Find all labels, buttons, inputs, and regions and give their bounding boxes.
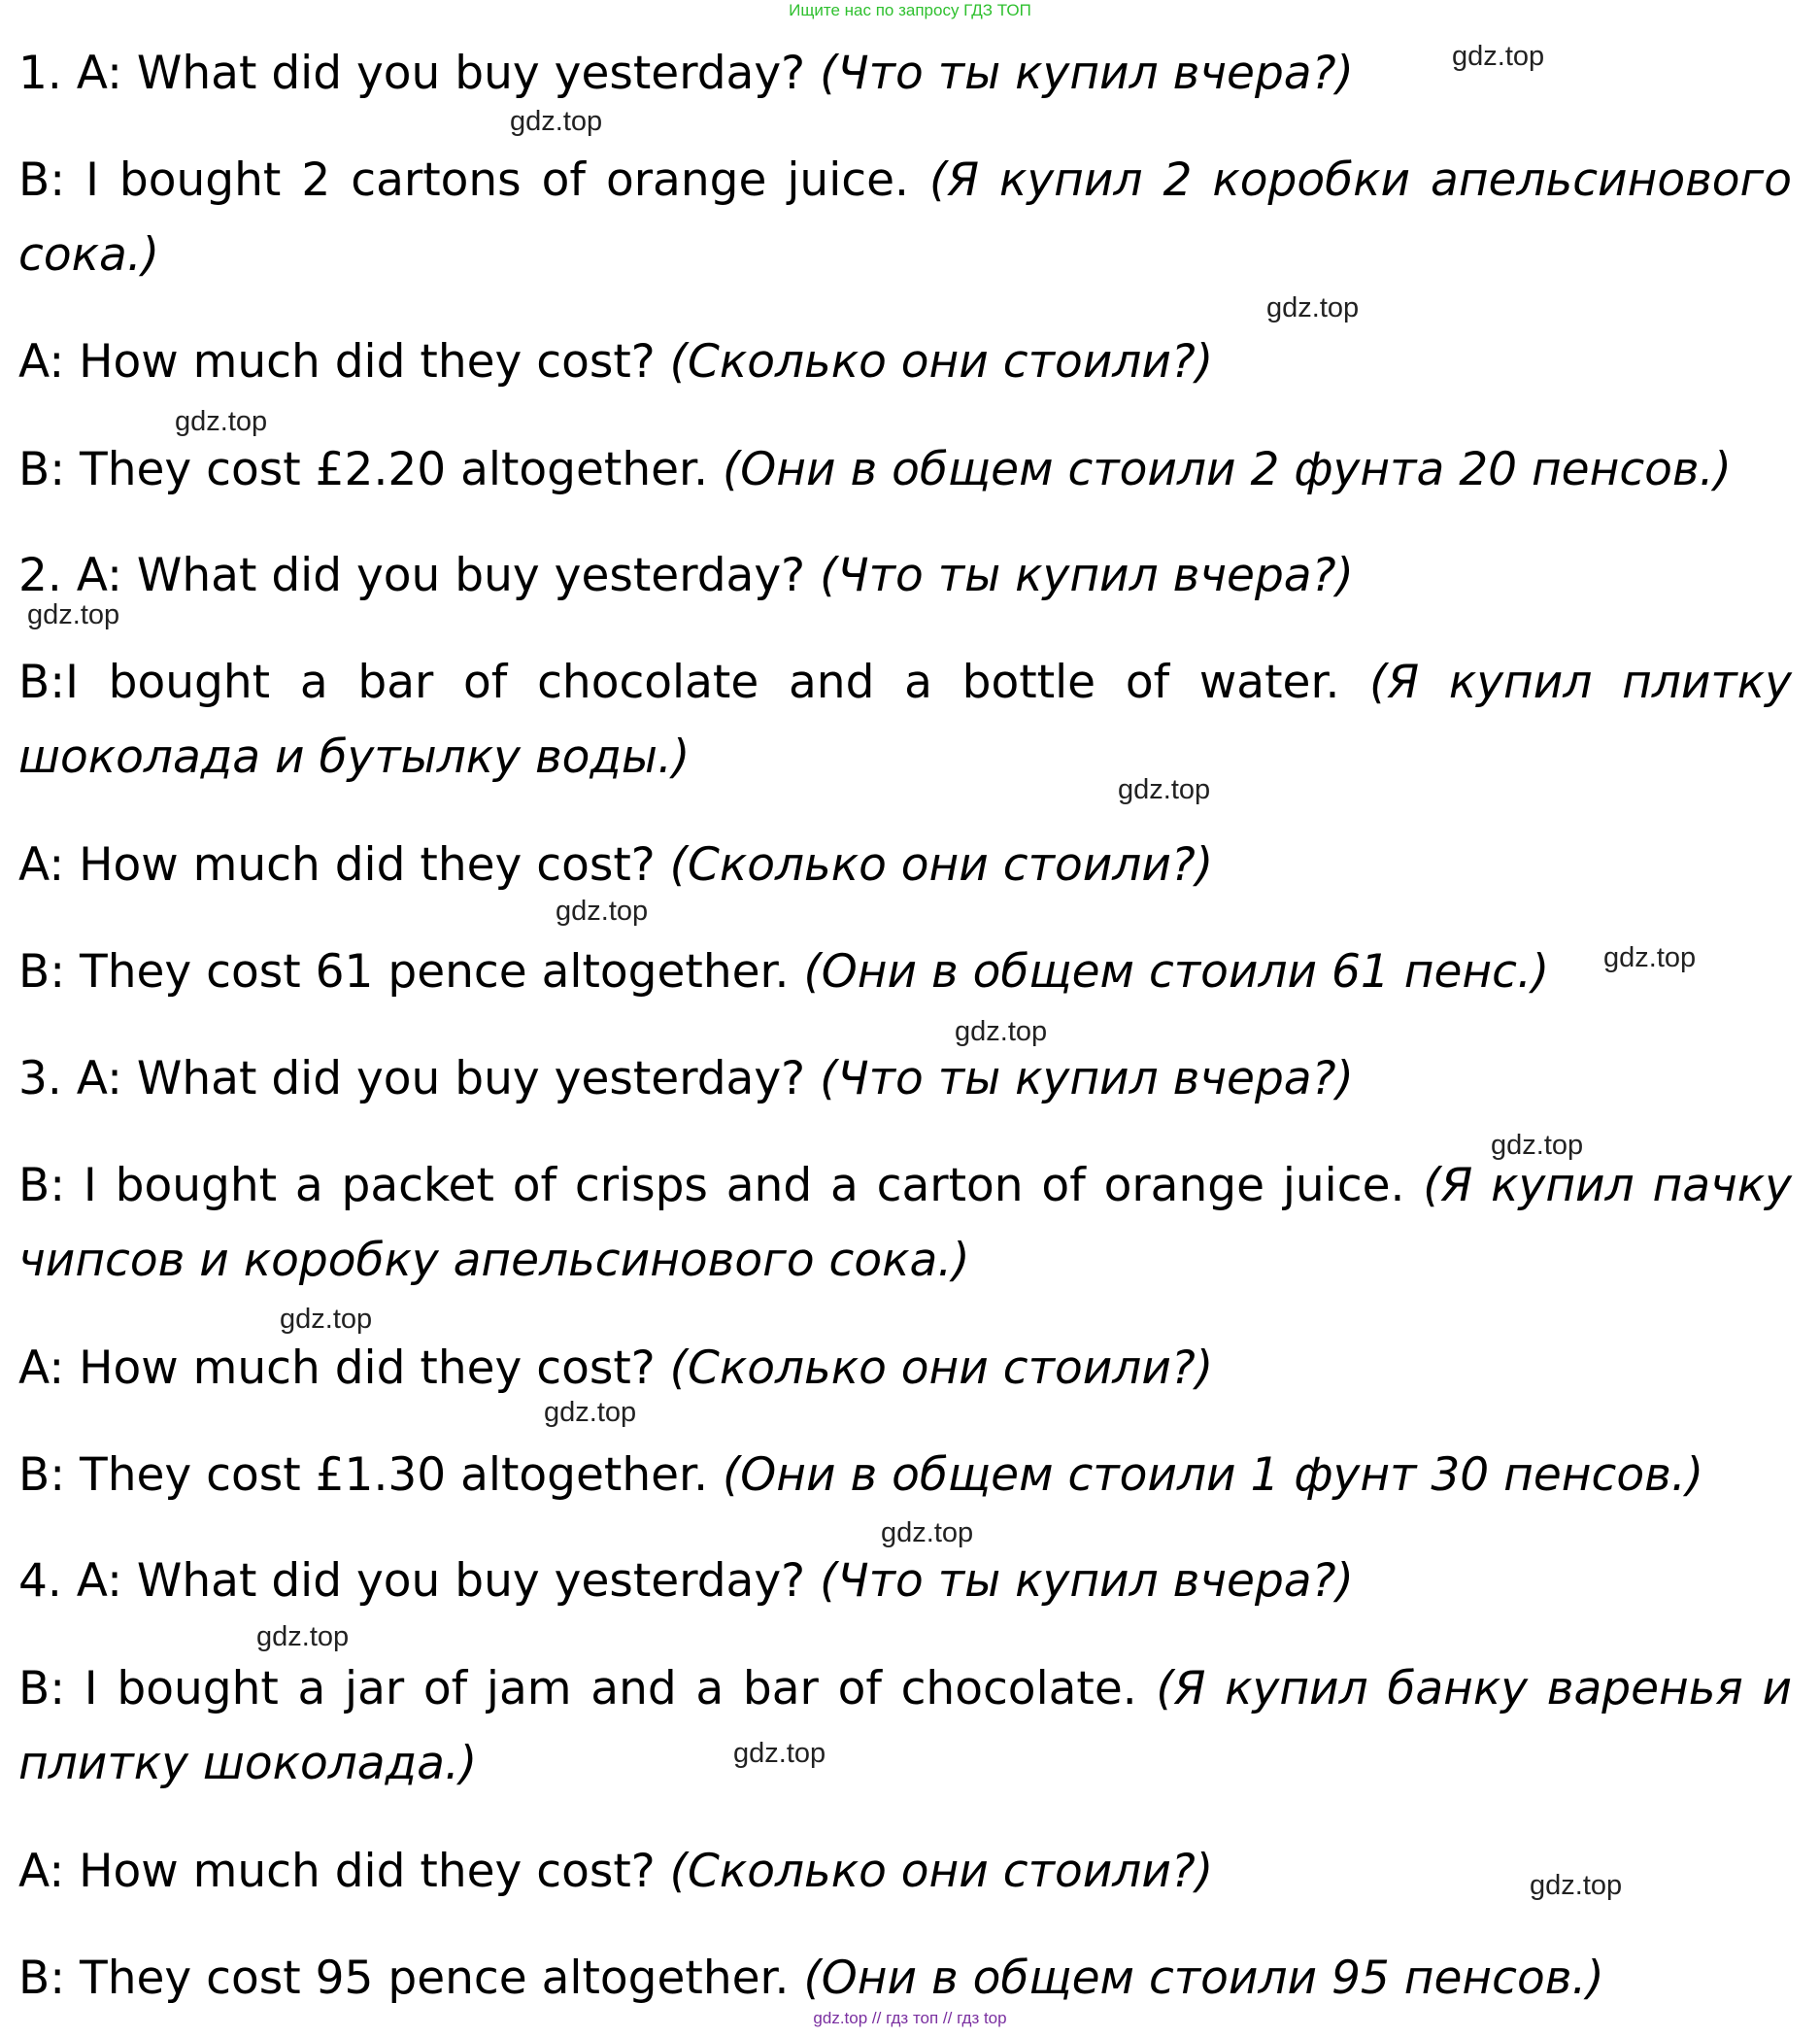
english-text: A: How much did they cost?: [18, 335, 670, 389]
text-line-20: [18, 1941, 1792, 2016]
russian-translation: (Они в общем стоили 1 фунт 30 пенсов.): [722, 1448, 1704, 1502]
english-text: 4. A: What did you buy yesterday?: [18, 1554, 821, 1608]
english-text: 2. A: What did you buy yesterday?: [18, 549, 821, 602]
watermark: gdz.top: [175, 406, 268, 437]
russian-translation: (Сколько они стоили?): [669, 1341, 1214, 1395]
english-text: B: They cost £2.20 altogether.: [18, 443, 723, 496]
watermark: gdz.top: [1118, 774, 1211, 805]
text-line-8: [18, 720, 1792, 795]
russian-translation: (Я купил 2 коробки апельсинового: [928, 153, 1792, 207]
watermark: gdz.top: [510, 106, 603, 137]
watermark: gdz.top: [544, 1397, 637, 1428]
bottom-banner: gdz.top // гдз топ // гдз top: [813, 2009, 1007, 2027]
russian-translation: (Что ты купил вчера?): [820, 1052, 1354, 1105]
russian-translation: шоколада и бутылку воды.): [18, 730, 691, 784]
russian-translation: чипсов и коробку апельсинового сока.): [18, 1234, 970, 1287]
english-text: A: How much did they cost?: [18, 1341, 670, 1395]
russian-translation: (Я купил плитку: [1369, 656, 1792, 709]
russian-translation: (Они в общем стоили 61 пенс.): [803, 945, 1550, 999]
text-line-5: [18, 432, 1792, 507]
text-line-6: [18, 538, 1792, 613]
watermark: gdz.top: [280, 1304, 373, 1335]
text-line-16: [18, 1544, 1792, 1618]
english-text: B: They cost 61 pence altogether.: [18, 945, 804, 999]
watermark: gdz.top: [881, 1517, 974, 1548]
text-line-17: [18, 1651, 1792, 1726]
russian-translation: (Что ты купил вчера?): [820, 47, 1354, 100]
text-line-11: [18, 1041, 1792, 1116]
english-text: B:I bought a bar of chocolate and a bottle of water.: [18, 656, 1370, 709]
russian-translation: плитку шоколада.): [18, 1737, 478, 1790]
english-text: B: They cost £1.30 altogether.: [18, 1448, 723, 1502]
text-line-7: [18, 645, 1792, 720]
top-banner: Ищите нас по запросу ГДЗ ТОП: [789, 1, 1031, 19]
english-text: 1. A: What did you buy yesterday?: [18, 47, 821, 100]
russian-translation: (Они в общем стоили 95 пенсов.): [803, 1952, 1604, 2005]
text-line-18: [18, 1726, 1792, 1801]
russian-translation: (Я купил банку варенья и: [1156, 1662, 1792, 1715]
russian-translation: сока.): [18, 228, 160, 282]
english-text: A: How much did they cost?: [18, 1845, 670, 1898]
russian-translation: (Сколько они стоили?): [669, 838, 1214, 892]
watermark: gdz.top: [1491, 1130, 1584, 1161]
watermark: gdz.top: [1452, 41, 1545, 72]
text-line-13: [18, 1223, 1792, 1298]
watermark: gdz.top: [955, 1016, 1048, 1047]
text-line-14: [18, 1331, 1792, 1406]
text-line-10: [18, 934, 1792, 1009]
russian-translation: (Они в общем стоили 2 фунта 20 пенсов.): [722, 443, 1732, 496]
russian-translation: (Что ты купил вчера?): [820, 549, 1354, 602]
watermark: gdz.top: [27, 599, 120, 630]
watermark: gdz.top: [556, 896, 649, 927]
russian-translation: (Я купил пачку: [1423, 1159, 1792, 1212]
russian-translation: (Сколько они стоили?): [669, 335, 1214, 389]
text-line-15: [18, 1438, 1792, 1512]
watermark: gdz.top: [733, 1738, 826, 1769]
watermark: gdz.top: [1266, 292, 1360, 323]
russian-translation: (Сколько они стоили?): [669, 1845, 1214, 1898]
english-text: B: They cost 95 pence altogether.: [18, 1952, 804, 2005]
watermark: gdz.top: [1603, 942, 1697, 973]
english-text: 3. A: What did you buy yesterday?: [18, 1052, 821, 1105]
text-line-4: [18, 324, 1792, 399]
text-line-2: [18, 143, 1792, 218]
english-text: B: I bought a jar of jam and a bar of chocolate.: [18, 1662, 1157, 1715]
text-line-19: [18, 1834, 1792, 1909]
english-text: A: How much did they cost?: [18, 838, 670, 892]
text-line-3: [18, 218, 1792, 292]
english-text: B: I bought a packet of crisps and a carton of orange juice.: [18, 1159, 1424, 1212]
russian-translation: (Что ты купил вчера?): [820, 1554, 1354, 1608]
watermark: gdz.top: [256, 1621, 350, 1652]
text-line-9: [18, 828, 1792, 902]
watermark: gdz.top: [1530, 1870, 1623, 1901]
english-text: B: I bought 2 cartons of orange juice.: [18, 153, 929, 207]
